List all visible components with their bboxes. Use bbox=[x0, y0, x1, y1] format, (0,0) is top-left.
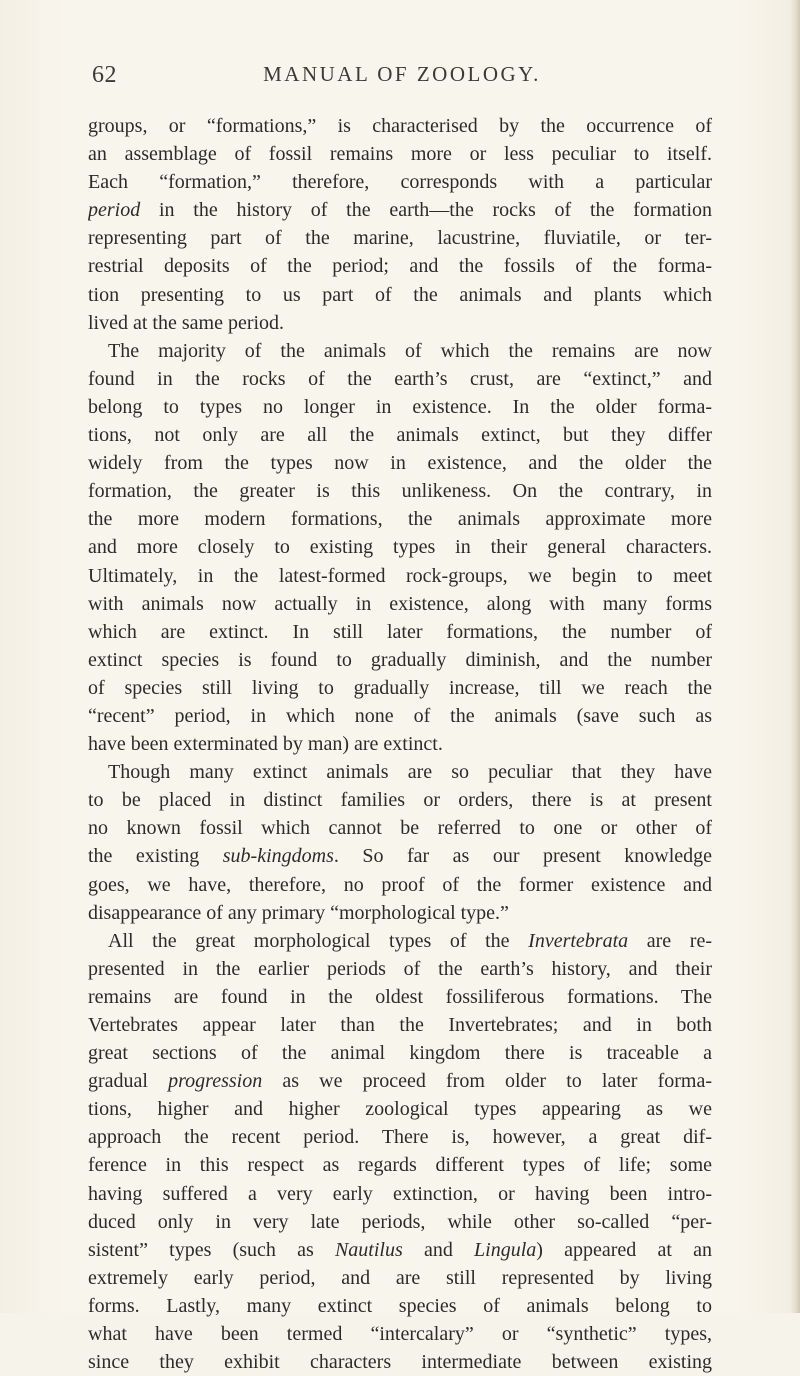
italic-term: progression bbox=[168, 1070, 263, 1093]
text-line: what have been termed “intercalary” or “synthetic” types, bbox=[88, 1323, 712, 1346]
text-fragment: gradual bbox=[88, 1070, 169, 1093]
text-fragment: as we proceed from older to later forma- bbox=[262, 1070, 712, 1093]
text-fragment: in the history of the earth—the rocks of the formation bbox=[140, 199, 712, 222]
text-fragment: are re- bbox=[628, 929, 712, 952]
text-line: presented in the earlier periods of the earth’s history, and their bbox=[88, 957, 712, 980]
text-line bbox=[88, 1067, 712, 1095]
text-fragment: ) appeared at an bbox=[536, 1238, 712, 1261]
paragraph-start-line bbox=[88, 927, 712, 955]
text-line: great sections of the animal kingdom there is traceable a bbox=[88, 1042, 712, 1065]
text-line: “recent” period, in which none of the animals (save such as bbox=[88, 704, 712, 727]
text-line: extremely early period, and are still represented by living bbox=[88, 1266, 712, 1289]
page-header bbox=[92, 62, 712, 92]
text-line: have been exterminated by man) are extinct. bbox=[88, 733, 443, 756]
italic-term: period bbox=[88, 199, 141, 222]
text-line: the more modern formations, the animals approximate more bbox=[88, 508, 712, 531]
text-line: tions, higher and higher zoological types appearing as we bbox=[88, 1098, 712, 1121]
text-line: found in the rocks of the earth’s crust, are “extinct,” and bbox=[88, 367, 712, 390]
text-line: of species still living to gradually increase, till we reach the bbox=[88, 676, 712, 699]
text-line: tions, not only are all the animals extinct, but they differ bbox=[88, 424, 712, 447]
italic-term: Invertebrata bbox=[528, 929, 629, 952]
text-line: since they exhibit characters intermediate between existing bbox=[88, 1351, 712, 1374]
text-line: which are extinct. In still later formations, the number of bbox=[88, 620, 712, 643]
text-line: belong to types no longer in existence. In the older forma- bbox=[88, 395, 712, 418]
body-text bbox=[88, 112, 712, 1376]
text-line: formation, the greater is this unlikeness. On the contrary, in bbox=[88, 480, 712, 503]
text-line: widely from the types now in existence, and the older the bbox=[88, 452, 712, 475]
text-line: extinct species is found to gradually diminish, and the number bbox=[88, 648, 712, 671]
text-fragment: . So far as our present knowledge bbox=[333, 845, 712, 868]
text-line: restrial deposits of the period; and the fossils of the forma- bbox=[88, 255, 712, 278]
text-line bbox=[88, 1236, 712, 1264]
page-edge-shadow bbox=[790, 0, 800, 1313]
text-line: an assemblage of fossil remains more or less peculiar to itself. bbox=[88, 143, 712, 166]
text-line: duced only in very late periods, while other so-called “per- bbox=[88, 1210, 712, 1233]
text-line: no known fossil which cannot be referred to one or other of bbox=[88, 817, 712, 840]
text-line: representing part of the marine, lacustrine, fluviatile, or ter- bbox=[88, 227, 712, 250]
text-line: groups, or “formations,” is characterised by the occurrence of bbox=[88, 115, 712, 137]
text-line: disappearance of any primary “morphological type.” bbox=[88, 901, 509, 924]
running-head: MANUAL OF ZOOLOGY. bbox=[263, 62, 541, 86]
paragraph-start-line: Though many extinct animals are so peculiar that they have bbox=[108, 761, 712, 784]
text-fragment: All the great morphological types of the bbox=[108, 929, 529, 952]
text-line: remains are found in the oldest fossiliferous formations. The bbox=[88, 985, 712, 1008]
text-line: tion presenting to us part of the animals and plants which bbox=[88, 283, 712, 306]
italic-term: Lingula bbox=[474, 1238, 537, 1261]
page-number: 62 bbox=[92, 62, 117, 88]
text-fragment: sistent” types (such as bbox=[88, 1238, 335, 1261]
text-line: to be placed in distinct families or orders, there is at present bbox=[88, 789, 712, 812]
text-line: lived at the same period. bbox=[88, 311, 285, 334]
italic-term: Nautilus bbox=[334, 1238, 403, 1261]
text-line: having suffered a very early extinction, or having been intro- bbox=[88, 1182, 712, 1205]
text-line: forms. Lastly, many extinct species of animals belong to bbox=[88, 1294, 712, 1317]
italic-term: sub-kingdoms bbox=[222, 845, 334, 868]
text-line: and more closely to existing types in their general characters. bbox=[88, 536, 712, 559]
text-line: Ultimately, in the latest-formed rock-groups, we begin to meet bbox=[88, 564, 712, 587]
text-line: approach the recent period. There is, however, a great dif- bbox=[88, 1126, 712, 1149]
text-line: ference in this respect as regards different types of life; some bbox=[88, 1154, 712, 1177]
text-line bbox=[88, 196, 712, 224]
text-line: Each “formation,” therefore, corresponds with a particular bbox=[88, 171, 712, 194]
text-line: goes, we have, therefore, no proof of the former existence and bbox=[88, 873, 712, 896]
text-line: with animals now actually in existence, along with many forms bbox=[88, 592, 712, 615]
text-fragment: the existing bbox=[88, 845, 223, 868]
text-line: Vertebrates appear later than the Invertebrates; and in both bbox=[88, 1014, 712, 1036]
text-fragment: and bbox=[402, 1238, 475, 1261]
text-line bbox=[88, 842, 712, 870]
paragraph-start-line: The majority of the animals of which the remains are now bbox=[108, 339, 712, 362]
